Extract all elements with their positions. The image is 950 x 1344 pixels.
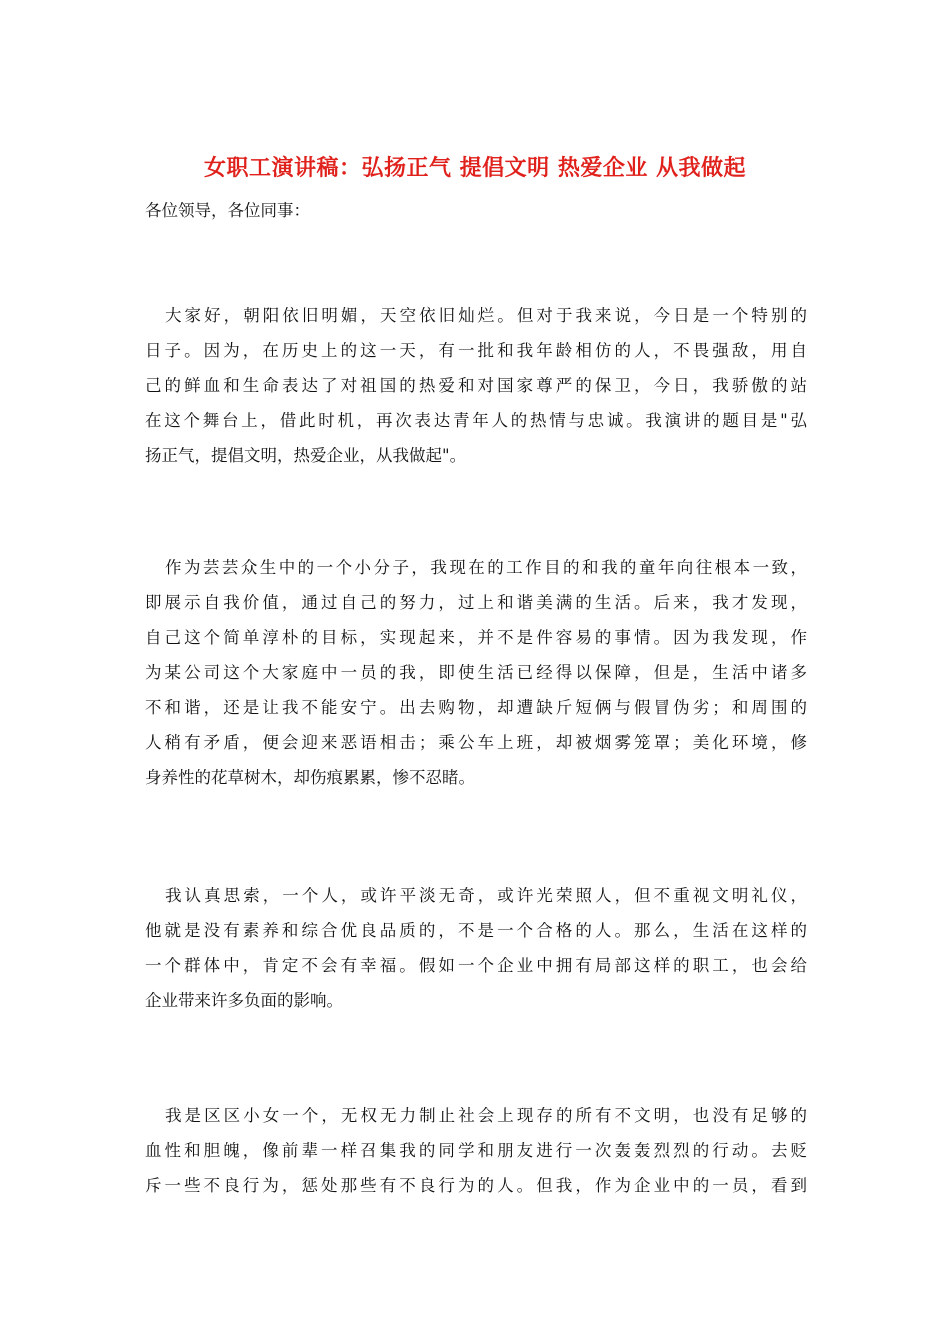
document-title: 女职工演讲稿：弘扬正气 提倡文明 热爱企业 从我做起 [204, 155, 746, 181]
paragraph-line: 斥一些不良行为，惩处那些有不良行为的人。但我，作为企业中的一员，看到 [145, 1176, 807, 1195]
paragraph-line: 身养性的花草树木，却伤痕累累，惨不忍睹。 [145, 768, 475, 787]
greeting: 各位领导，各位同事： [145, 201, 310, 220]
paragraph-3 [145, 878, 807, 1018]
paragraph-line: 血性和胆魄，像前辈一样召集我的同学和朋友进行一次轰轰烈烈的行动。去贬 [145, 1141, 807, 1160]
paragraph-line: 我是区区小女一个，无权无力制止社会上现存的所有不文明，也没有足够的 [165, 1106, 807, 1125]
paragraph-line: 日子。因为，在历史上的这一天，有一批和我年龄相仿的人，不畏强敌，用自 [145, 341, 807, 360]
paragraph-4 [145, 1098, 807, 1203]
paragraph-line: 一个群体中，肯定不会有幸福。假如一个企业中拥有局部这样的职工，也会给 [145, 956, 807, 975]
paragraph-line: 作为芸芸众生中的一个小分子，我现在的工作目的和我的童年向往根本一致， [165, 558, 807, 577]
paragraph-line: 己的鲜血和生命表达了对祖国的热爱和对国家尊严的保卫，今日，我骄傲的站 [145, 376, 807, 395]
paragraph-line: 大家好，朝阳依旧明媚，天空依旧灿烂。但对于我来说，今日是一个特别的 [165, 306, 807, 325]
paragraph-line: 扬正气，提倡文明，热爱企业，从我做起"。 [145, 446, 467, 465]
paragraph-line: 我认真思索，一个人，或许平淡无奇，或许光荣照人，但不重视文明礼仪， [165, 886, 807, 905]
paragraph-line: 人稍有矛盾，便会迎来恶语相击；乘公车上班，却被烟雾笼罩；美化环境，修 [145, 733, 807, 752]
paragraph-line: 在这个舞台上，借此时机，再次表达青年人的热情与忠诚。我演讲的题目是"弘 [145, 411, 807, 430]
paragraph-line: 为某公司这个大家庭中一员的我，即使生活已经得以保障，但是，生活中诸多 [145, 663, 807, 682]
paragraph-line: 不和谐，还是让我不能安宁。出去购物，却遭缺斤短俩与假冒伪劣；和周围的 [145, 698, 807, 717]
paragraph-2 [145, 550, 807, 795]
paragraph-line: 企业带来许多负面的影响。 [145, 991, 343, 1010]
paragraph-line: 即展示自我价值，通过自己的努力，过上和谐美满的生活。后来，我才发现， [145, 593, 807, 612]
paragraph-line: 自己这个简单淳朴的目标，实现起来，并不是件容易的事情。因为我发现，作 [145, 628, 807, 647]
paragraph-line: 他就是没有素养和综合优良品质的，不是一个合格的人。那么，生活在这样的 [145, 921, 807, 940]
paragraph-1 [145, 298, 807, 473]
